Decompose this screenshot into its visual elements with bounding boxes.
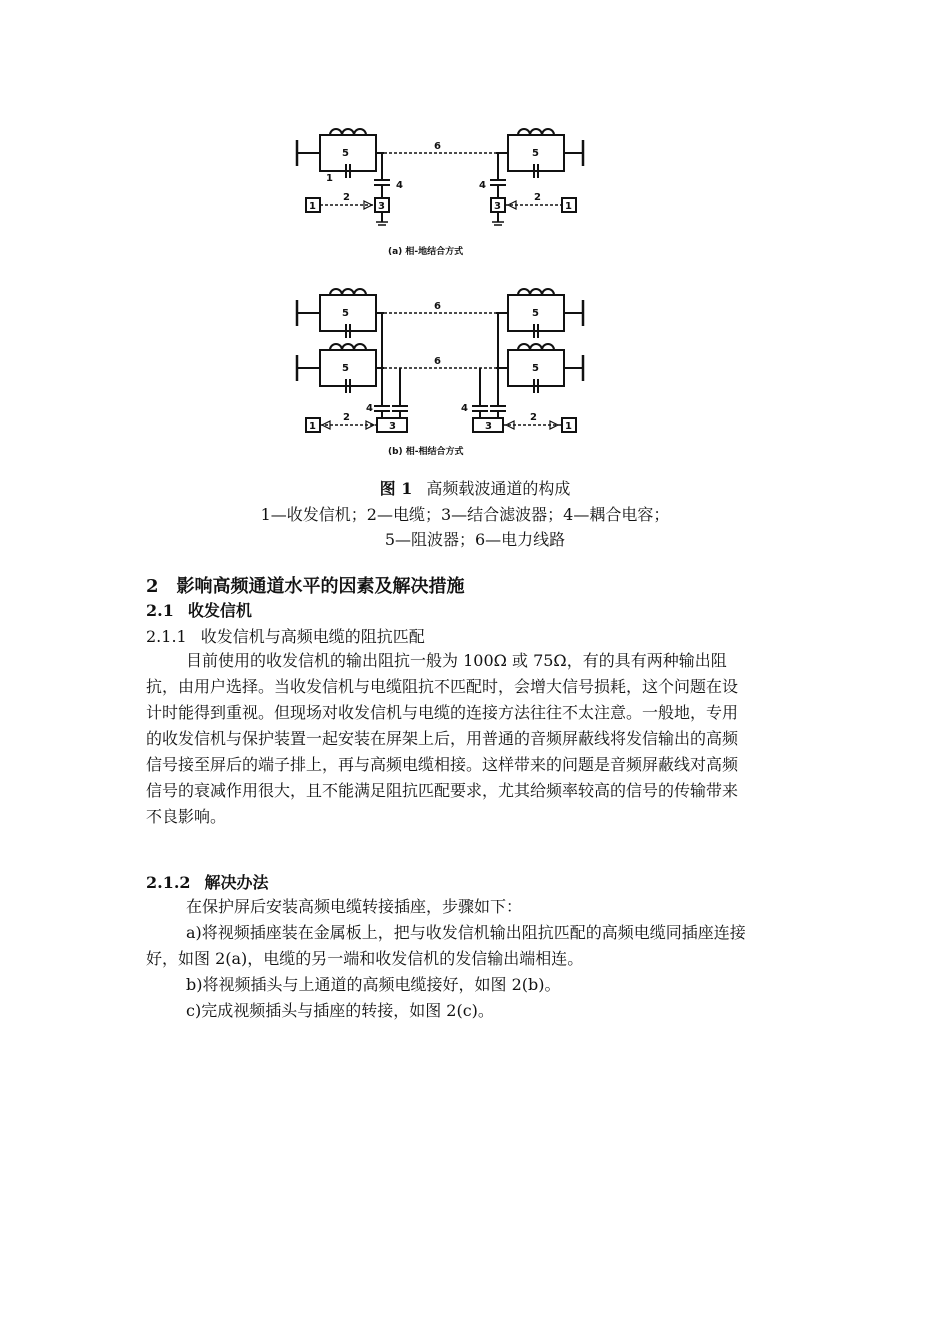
diagram-b bbox=[297, 289, 583, 457]
label-4-b-left: 4 bbox=[366, 403, 373, 414]
figure-caption bbox=[0, 476, 950, 502]
label-1-a-left: 1 bbox=[326, 173, 333, 184]
label-5-b-bottom-left: 5 bbox=[342, 363, 349, 374]
diagram-a-caption: (a) 相-地结合方式 bbox=[388, 247, 464, 257]
section-2-1-2-heading bbox=[146, 870, 269, 893]
label-6-a: 6 bbox=[434, 141, 441, 152]
figure-title: 高频载波通道的构成 bbox=[426, 479, 571, 498]
label-5-b-top-right: 5 bbox=[532, 308, 539, 319]
label-6-b-bottom: 6 bbox=[434, 356, 441, 367]
figure-legend-line-2: 5—阻波器；6—电力线路 bbox=[384, 530, 566, 549]
paragraph-intro: 在保护屏后安装高频电缆转接插座，步骤如下： bbox=[186, 897, 523, 916]
section-2-1-1-title: 收发信机与高频电缆的阻抗匹配 bbox=[200, 627, 425, 646]
label-2-a-right: 2 bbox=[534, 192, 541, 203]
paragraph-impedance: 目前使用的收发信机的输出阻抗一般为 100Ω 或 75Ω，有的具有两种输出阻抗，由用户选择。当收发信机与电缆阻抗不匹配时，会增大信号损耗，这个问题在设计时能得到重视。但现场对收发信机与电缆的连接方法往往不太注意。一般地，专用的收发信机与保护装置一起安装在屏架上后，用普通的音频屏蔽线将发信输出的高频信号接至屏后的端子排上，再与高频电缆相接。这样带来的问题是音频屏蔽线对高频信号的衰减作用很大，且不能满足阻抗匹配要求，尤其给频率较高的信号的传输带来不良影响。 bbox=[146, 651, 739, 826]
label-2-a-left: 2 bbox=[343, 192, 350, 203]
label-1-b-left-box: 1 bbox=[309, 421, 316, 432]
label-5-b-top-left: 5 bbox=[342, 308, 349, 319]
label-2-b-right: 2 bbox=[530, 412, 537, 423]
paragraph-step-a: a)将视频插座装在金属板上，把与收发信机输出阻抗匹配的高频电缆同插座连接好，如图 2(a)，电缆的另一端和收发信机的发信输出端相连。 bbox=[146, 923, 746, 968]
section-2-1-2-number: 2.1.2 bbox=[146, 873, 191, 892]
label-1-a-right-box: 1 bbox=[565, 201, 572, 212]
section-2-1-1-body bbox=[146, 648, 746, 830]
section-2-title: 影响高频通道水平的因素及解决措施 bbox=[176, 576, 465, 597]
label-5-a-right: 5 bbox=[532, 148, 539, 159]
section-2-1-title: 收发信机 bbox=[187, 601, 252, 620]
label-3-a-left: 3 bbox=[378, 201, 385, 212]
figure-number: 图 1 bbox=[379, 479, 413, 498]
label-4-a-right: 4 bbox=[479, 180, 486, 191]
diagram-b-caption: (b) 相-相结合方式 bbox=[388, 447, 464, 457]
section-2-1-heading bbox=[146, 598, 252, 621]
label-1-b-right-box: 1 bbox=[565, 421, 572, 432]
label-6-b-top: 6 bbox=[434, 301, 441, 312]
label-2-b-left: 2 bbox=[343, 412, 350, 423]
diagram-a bbox=[297, 129, 583, 257]
label-4-b-right: 4 bbox=[461, 403, 468, 414]
label-5-b-bottom-right: 5 bbox=[532, 363, 539, 374]
section-2-1-1-number: 2.1.1 bbox=[146, 627, 187, 646]
section-2-1-2-title: 解决办法 bbox=[204, 873, 269, 892]
section-2-number: 2 bbox=[146, 576, 159, 597]
paragraph-step-b: b)将视频插头与上通道的高频电缆接好，如图 2(b)。 bbox=[186, 975, 561, 994]
section-2-1-2-body bbox=[146, 894, 746, 1024]
section-2-heading bbox=[146, 572, 465, 598]
paragraph-step-c: c)完成视频插头与插座的转接，如图 2(c)。 bbox=[186, 1001, 494, 1020]
label-3-a-right: 3 bbox=[494, 201, 501, 212]
label-1-a-left-box: 1 bbox=[309, 201, 316, 212]
section-2-1-number: 2.1 bbox=[146, 601, 174, 620]
label-3-b-right: 3 bbox=[485, 421, 492, 432]
carrier-channel-diagram bbox=[280, 118, 600, 468]
section-2-1-1-heading bbox=[146, 624, 425, 647]
label-4-a-left: 4 bbox=[396, 180, 403, 191]
label-3-b-left: 3 bbox=[389, 421, 396, 432]
figure-legend-line-1: 1—收发信机；2—电缆；3—结合滤波器；4—耦合电容； bbox=[260, 505, 670, 524]
label-5-a-left: 5 bbox=[342, 148, 349, 159]
